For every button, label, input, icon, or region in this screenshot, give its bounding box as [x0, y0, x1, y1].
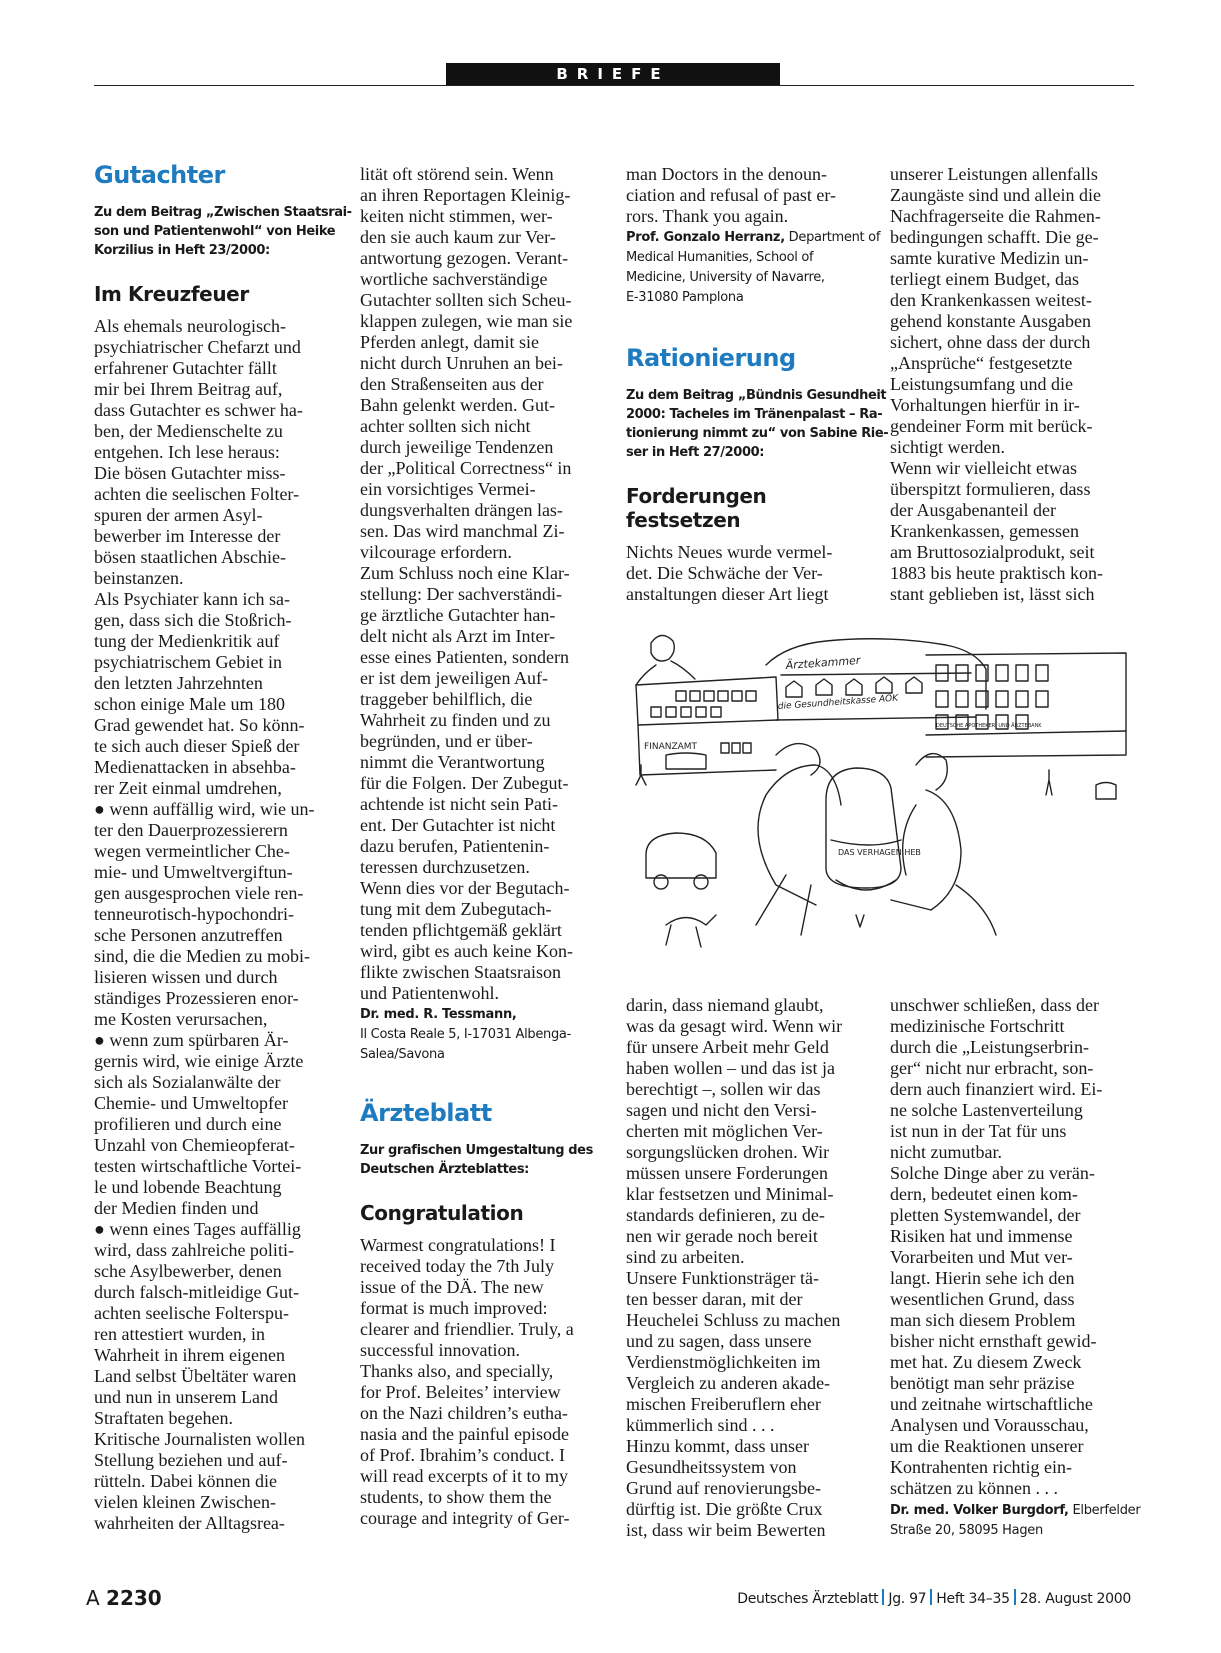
- intro-line: son und Patientenwohl“ von Heike: [94, 224, 336, 239]
- journal-issue: Heft 34–35: [936, 1591, 1010, 1607]
- letter-body: [626, 542, 876, 605]
- letter-title: Im Kreuzfeuer: [94, 282, 249, 306]
- section-heading-aerzteblatt: Ärzteblatt: [360, 1099, 492, 1127]
- text-line: for Prof. Beleites’ interview: [360, 1382, 561, 1402]
- text-line: müssen unsere Forderungen: [626, 1163, 828, 1183]
- text-line: sichtigt werden.: [890, 437, 1005, 457]
- text-line: unschwer schließen, dass der: [890, 995, 1099, 1015]
- text-line: Gesundheitssystem von: [626, 1457, 797, 1477]
- intro-line: Korzilius in Heft 23/2000:: [94, 243, 270, 258]
- signature-address-line: Straße 20, 58095 Hagen: [890, 1523, 1043, 1538]
- text-line: wesentlichen Grund, dass: [890, 1289, 1075, 1309]
- text-line: Kontrahenten richtig ein-: [890, 1457, 1072, 1477]
- text-line: wird, dass zahlreiche politi-: [94, 1240, 294, 1260]
- text-line: nasia and the painful episode: [360, 1424, 569, 1444]
- text-line: sichert, ohne dass der durch: [890, 332, 1091, 352]
- text-line: medizinische Fortschritt: [890, 1016, 1065, 1036]
- text-line: Unsere Funktionsträger tä-: [626, 1268, 819, 1288]
- intro-line: 2000: Tacheles im Tränenpalast – Ra-: [626, 407, 883, 422]
- text-line: nicht durch Unruhen an bei-: [360, 353, 563, 373]
- text-line: rütteln. Dabei können die: [94, 1471, 277, 1491]
- text-line: was da gesagt wird. Wenn wir: [626, 1016, 843, 1036]
- text-line: Medienattacken in absehba-: [94, 757, 296, 777]
- text-line: anstaltungen dieser Art liegt: [626, 584, 829, 604]
- column-4: [890, 164, 1140, 605]
- intro-line: Zu dem Beitrag „Bündnis Gesundheit: [626, 388, 887, 403]
- text-line: durch jeweilige Tendenzen: [360, 437, 554, 457]
- text-line: Solche Dinge aber zu verän-: [890, 1163, 1095, 1183]
- illustration-label: Ärztekammer: [785, 653, 861, 672]
- text-line: wahrheiten der Alltagsrea-: [94, 1513, 285, 1533]
- text-line: Grund auf renovierungsbe-: [626, 1478, 821, 1498]
- text-line: lisieren wissen und durch: [94, 967, 278, 987]
- letter-body-continued: [890, 995, 1140, 1499]
- text-line: Stellung beziehen und auf-: [94, 1450, 288, 1470]
- text-line: gen ausgesprochen viele ren-: [94, 883, 304, 903]
- text-line: ● wenn eines Tages auffällig: [94, 1219, 301, 1239]
- letter-signature: Dr. med. Volker Burgdorf, Elberfelder Straße 20, 58095 Hagen: [890, 1501, 1140, 1541]
- text-line: dern auch finanziert wird. Ei-: [890, 1079, 1103, 1099]
- text-line: testen wirtschaftliche Vortei-: [94, 1156, 302, 1176]
- text-line: und zu sagen, dass unsere: [626, 1331, 812, 1351]
- text-line: Gutachter sollten sich Scheu-: [360, 290, 572, 310]
- text-line: nicht zumutbar.: [890, 1142, 1002, 1162]
- text-line: det. Die Schwäche der Ver-: [626, 563, 823, 583]
- footer-separator: [882, 1589, 884, 1605]
- text-line: klappen zulegen, wie man sie: [360, 311, 573, 331]
- journal-name: Deutsches Ärzteblatt: [737, 1591, 879, 1607]
- illustration-label: die Gesundheitskasse AOK: [777, 693, 899, 712]
- text-line: tenneurotisch-hypochondri-: [94, 904, 294, 924]
- text-line: ist nun in der Tat für uns: [890, 1121, 1067, 1141]
- text-line: sich als Sozialanwälte der: [94, 1072, 281, 1092]
- text-line: Heuchelei Schluss zu machen: [626, 1310, 841, 1330]
- text-line: sagen und nicht den Versi-: [626, 1100, 817, 1120]
- illustration-label: FINANZAMT: [644, 742, 698, 752]
- text-line: nimmt die Verantwortung: [360, 752, 545, 772]
- text-line: Zum Schluss noch eine Klar-: [360, 563, 570, 583]
- text-line: gendeiner Form mit berück-: [890, 416, 1093, 436]
- text-line: Wenn dies vor der Begutach-: [360, 878, 570, 898]
- text-line: Nichts Neues wurde vermel-: [626, 542, 833, 562]
- text-line: met hat. Zu diesem Zweck: [890, 1352, 1082, 1372]
- text-line: flikte zwischen Staatsraison: [360, 962, 561, 982]
- column-1: [94, 161, 352, 1534]
- text-line: Wahrheit zu finden und zu: [360, 710, 551, 730]
- signature-name: Dr. med. Volker Burgdorf,: [890, 1503, 1069, 1518]
- text-line: Krankenkassen, gemessen: [890, 521, 1079, 541]
- text-line: ständiges Prozessieren enor-: [94, 988, 299, 1008]
- text-line: langt. Hierin sehe ich den: [890, 1268, 1075, 1288]
- text-line: issue of the DÄ. The new: [360, 1277, 544, 1297]
- article-intro: [626, 386, 889, 462]
- text-line: den sie auch kaum zur Ver-: [360, 227, 556, 247]
- text-line: traggeber behilflich, die: [360, 689, 533, 709]
- article-intro: [360, 1141, 605, 1179]
- intro-line: tionierung nimmt zu“ von Sabine Rie-: [626, 426, 889, 441]
- text-line: spuren der armen Asyl-: [94, 505, 263, 525]
- text-line: bedingungen schafft. Die ge-: [890, 227, 1099, 247]
- text-line: stant geblieben ist, lässt sich: [890, 584, 1095, 604]
- text-line: standards definieren, zu de-: [626, 1205, 825, 1225]
- text-line: ren attestiert wurden, in: [94, 1324, 265, 1344]
- signature-name: Dr. med. R. Tessmann,: [360, 1007, 517, 1022]
- text-line: ten besser daran, mit der: [626, 1289, 803, 1309]
- journal-volume: Jg. 97: [888, 1591, 927, 1607]
- text-line: für die Folgen. Der Zubegut-: [360, 773, 569, 793]
- text-line: gernis wird, wie einige Ärzte: [94, 1051, 304, 1071]
- text-line: beinstanzen.: [94, 568, 184, 588]
- text-line: Unzahl von Chemieopferat-: [94, 1135, 295, 1155]
- text-line: Leistungsumfang und die: [890, 374, 1073, 394]
- text-line: sche Asylbewerber, denen: [94, 1261, 282, 1281]
- letter-body-continued: [626, 995, 876, 1541]
- text-line: format is much improved:: [360, 1298, 548, 1318]
- text-line: durch falsch-mitleidige Gut-: [94, 1282, 299, 1302]
- text-line: Bahn gelenkt werden. Gut-: [360, 395, 555, 415]
- text-line: Vorarbeiten und Mut ver-: [890, 1247, 1073, 1267]
- signature-address-line: Il Costa Reale 5, I-17031 Albenga-: [360, 1027, 571, 1042]
- text-line: ben, der Medienschelte zu: [94, 421, 283, 441]
- text-line: gen, dass sich die Stoßrich-: [94, 610, 292, 630]
- section-heading-rationierung: Rationierung: [626, 344, 796, 372]
- text-line: durch die „Leistungserbrin-: [890, 1037, 1089, 1057]
- text-line: dungsverhalten drängen las-: [360, 500, 563, 520]
- text-line: of Prof. Ibrahim’s conduct. I: [360, 1445, 565, 1465]
- text-line: ent. Der Gutachter ist nicht: [360, 815, 556, 835]
- text-line: Zaungäste sind und allein die: [890, 185, 1101, 205]
- text-line: achter sollten sich nicht: [360, 416, 531, 436]
- text-line: begründen, und er über-: [360, 731, 533, 751]
- signature-address-line: E-31080 Pamplona: [626, 290, 744, 305]
- text-line: ciation and refusal of past er-: [626, 185, 837, 205]
- text-line: received today the 7th July: [360, 1256, 554, 1276]
- text-line: er ist dem jeweiligen Auf-: [360, 668, 548, 688]
- text-line: bisher nicht ernsthaft gewid-: [890, 1331, 1097, 1351]
- text-line: und Patientenwohl.: [360, 983, 499, 1003]
- text-line: Analysen und Vorausschau,: [890, 1415, 1089, 1435]
- text-line: ge ärztliche Gutachter han-: [360, 605, 556, 625]
- text-line: für unsere Arbeit mehr Geld: [626, 1037, 829, 1057]
- text-line: Warmest congratulations! I: [360, 1235, 556, 1255]
- letter-signature: Prof. Gonzalo Herranz, Department of Medical Humanities, School of Medicine, University of Navarre, E-31080 Pamplona: [626, 228, 876, 308]
- text-line: schätzen zu können . . .: [890, 1478, 1058, 1498]
- intro-line: Deutschen Ärzteblattes:: [360, 1162, 529, 1177]
- text-line: lität oft störend sein. Wenn: [360, 164, 554, 184]
- journal-footer: [737, 1589, 1131, 1607]
- article-intro: [94, 203, 352, 260]
- text-line: haben wollen – und das ist ja: [626, 1058, 835, 1078]
- text-line: kümmerlich sind . . .: [626, 1415, 775, 1435]
- text-line: tung der Medienkritik auf: [94, 631, 280, 651]
- text-line: darin, dass niemand glaubt,: [626, 995, 824, 1015]
- text-line: will read excerpts of it to my: [360, 1466, 568, 1486]
- text-line: mischen Freiberuflern eher: [626, 1394, 821, 1414]
- letter-title: Congratulation: [360, 1201, 524, 1225]
- text-line: entgehen. Ich lese heraus:: [94, 442, 280, 462]
- text-line: den letzten Jahrzehnten: [94, 673, 263, 693]
- text-line: Grad gewendet hat. So könn-: [94, 715, 305, 735]
- text-line: rors. Thank you again.: [626, 206, 789, 226]
- text-line: wird, gibt es auch keine Kon-: [360, 941, 573, 961]
- page-number: A 2230: [86, 1586, 162, 1610]
- intro-line: Zur grafischen Umgestaltung des: [360, 1143, 593, 1158]
- text-line: mie- und Umweltvergiftun-: [94, 862, 293, 882]
- text-line: wegen vermeintlicher Che-: [94, 841, 290, 861]
- text-line: rer Zeit einmal umdrehen,: [94, 778, 282, 798]
- text-line: ● wenn auffällig wird, wie un-: [94, 799, 315, 819]
- intro-line: Zu dem Beitrag „Zwischen Staatsrai-: [94, 205, 352, 220]
- column-3: [626, 164, 889, 605]
- text-line: sen. Das wird manchmal Zi-: [360, 521, 565, 541]
- text-line: ● wenn zum spürbaren Är-: [94, 1030, 289, 1050]
- signature-name: Prof. Gonzalo Herranz,: [626, 230, 785, 245]
- text-line: Wahrheit in ihrem eigenen: [94, 1345, 285, 1365]
- footer-separator: [930, 1589, 932, 1605]
- column-3-continued: [626, 995, 876, 1541]
- text-line: samte kurative Medizin un-: [890, 248, 1089, 268]
- text-line: psychiatrischer Chefarzt und: [94, 337, 301, 357]
- text-line: achten seelische Folterspu-: [94, 1303, 289, 1323]
- text-line: „Ansprüche“ festgesetzte: [890, 353, 1073, 373]
- column-4-continued: [890, 995, 1140, 1541]
- text-line: Land selbst Übeltäter waren: [94, 1366, 297, 1386]
- illustration-label: DAS VERHAGEN HEB: [838, 848, 921, 857]
- section-label: BRIEFE: [446, 63, 780, 85]
- text-line: vilcourage erfordern.: [360, 542, 512, 562]
- text-line: sind zu arbeiten.: [626, 1247, 745, 1267]
- section-heading-gutachter: Gutachter: [94, 161, 225, 189]
- text-line: achten die seelischen Folter-: [94, 484, 300, 504]
- text-line: Straftaten begehen.: [94, 1408, 233, 1428]
- text-line: an ihren Reportagen Kleinig-: [360, 185, 571, 205]
- text-line: courage and integrity of Ger-: [360, 1508, 570, 1528]
- text-line: delt nicht als Arzt im Inter-: [360, 626, 556, 646]
- text-line: students, to show them the: [360, 1487, 552, 1507]
- text-line: klar festsetzen und Minimal-: [626, 1184, 834, 1204]
- text-line: me Kosten verursachen,: [94, 1009, 268, 1029]
- letter-body-continued: [360, 164, 605, 1004]
- text-line: schon einige Male um 180: [94, 694, 285, 714]
- text-line: gehend konstante Ausgaben: [890, 311, 1091, 331]
- text-line: ter den Dauerprozessierern: [94, 820, 288, 840]
- text-line: und nun in unserem Land: [94, 1387, 278, 1407]
- text-line: erfahrener Gutachter fällt: [94, 358, 277, 378]
- text-line: tenden pflichtgemäß geklärt: [360, 920, 562, 940]
- intro-line: ser in Heft 27/2000:: [626, 445, 765, 460]
- letter-body: [94, 316, 339, 1534]
- text-line: profilieren und durch eine: [94, 1114, 282, 1134]
- letter-body: [360, 1235, 605, 1529]
- text-line: on the Nazi children’s eutha-: [360, 1403, 568, 1423]
- text-line: Vorhaltungen hierfür in ir-: [890, 395, 1080, 415]
- text-line: sind, die die Medien zu mobi-: [94, 946, 310, 966]
- text-line: überspitzt formulieren, dass: [890, 479, 1091, 499]
- text-line: Hinzu kommt, dass unser: [626, 1436, 809, 1456]
- text-line: unserer Leistungen allenfalls: [890, 164, 1098, 184]
- illustration-label: DEUTSCHE APOTHEKER- UND ÄRZTEBANK: [936, 723, 1042, 729]
- text-line: bewerber im Interesse der: [94, 526, 281, 546]
- text-line: und zeitnahe wirtschaftliche: [890, 1394, 1093, 1414]
- text-line: am Bruttosozialprodukt, seit: [890, 542, 1095, 562]
- letter-body-continued: [626, 164, 876, 227]
- text-line: te sich auch dieser Spieß der: [94, 736, 300, 756]
- text-line: le und lobende Beachtung: [94, 1177, 282, 1197]
- text-line: psychiatrischem Gebiet in: [94, 652, 282, 672]
- text-line: nen wir gerade noch bereit: [626, 1226, 818, 1246]
- text-line: ne solche Lastenverteilung: [890, 1100, 1083, 1120]
- text-line: cherten mit möglichen Ver-: [626, 1121, 823, 1141]
- text-line: Chemie- und Umweltopfer: [94, 1093, 288, 1113]
- text-line: Vergleich zu anderen akade-: [626, 1373, 831, 1393]
- text-line: esse eines Patienten, sondern: [360, 647, 569, 667]
- text-line: sorgungslücken drohen. Wir: [626, 1142, 830, 1162]
- letter-signature: [360, 1005, 605, 1065]
- text-line: wortliche sachverständige: [360, 269, 548, 289]
- signature-address-line: Medical Humanities, School of: [626, 250, 814, 265]
- text-line: ein vorsichtiges Vermei-: [360, 479, 536, 499]
- text-line: stellung: Der sachverständi-: [360, 584, 562, 604]
- text-line: teressen durchzusetzen.: [360, 857, 530, 877]
- text-line: man sich diesem Problem: [890, 1310, 1076, 1330]
- column-2: [360, 164, 605, 1529]
- text-line: achtende ist nicht sein Pati-: [360, 794, 558, 814]
- signature-address-line: Medicine, University of Navarre,: [626, 270, 825, 285]
- text-line: terliegt einem Budget, das: [890, 269, 1079, 289]
- text-line: ist, dass wir beim Bewerten: [626, 1520, 826, 1540]
- text-line: mir bei Ihrem Beitrag auf,: [94, 379, 283, 399]
- text-line: dürftig ist. Die größte Crux: [626, 1499, 823, 1519]
- text-line: keiten nicht stimmen, wer-: [360, 206, 553, 226]
- text-line: bösen staatlichen Abschie-: [94, 547, 286, 567]
- text-line: sche Personen anzutreffen: [94, 925, 283, 945]
- text-line: vielen kleinen Zwischen-: [94, 1492, 276, 1512]
- text-line: den Straßenseiten aus der: [360, 374, 544, 394]
- text-line: Risiken hat und immense: [890, 1226, 1073, 1246]
- cartoon-illustration: [626, 625, 1134, 970]
- text-line: Als ehemals neurologisch-: [94, 316, 286, 336]
- text-line: tung mit dem Zubegutach-: [360, 899, 552, 919]
- text-line: 1883 bis heute praktisch kon-: [890, 563, 1103, 583]
- journal-date: 28. August 2000: [1019, 1591, 1131, 1607]
- signature-address-line: Salea/Savona: [360, 1047, 445, 1062]
- letter-body-continued: [890, 164, 1140, 605]
- text-line: der „Political Correctness“ in: [360, 458, 572, 478]
- letter-title: Forderungen festsetzen: [626, 484, 767, 532]
- text-line: pletten Systemwandel, der: [890, 1205, 1081, 1225]
- text-line: Pferden anlegt, damit sie: [360, 332, 539, 352]
- text-line: berechtigt –, sollen wir das: [626, 1079, 821, 1099]
- text-line: um die Reaktionen unserer: [890, 1436, 1084, 1456]
- text-line: dass Gutachter es schwer ha-: [94, 400, 303, 420]
- header-rule: [94, 85, 1134, 86]
- text-line: clearer and friendlier. Truly, a: [360, 1319, 574, 1339]
- text-line: benötigt man sehr präzise: [890, 1373, 1075, 1393]
- text-line: Nachfragerseite die Rahmen-: [890, 206, 1101, 226]
- text-line: dern, bedeutet einen kom-: [890, 1184, 1078, 1204]
- text-line: dazu berufen, Patientenin-: [360, 836, 550, 856]
- text-line: man Doctors in the denoun-: [626, 164, 827, 184]
- text-line: Thanks also, and specially,: [360, 1361, 554, 1381]
- text-line: Kritische Journalisten wollen: [94, 1429, 305, 1449]
- text-line: Wenn wir vielleicht etwas: [890, 458, 1077, 478]
- text-line: den Krankenkassen weitest-: [890, 290, 1092, 310]
- text-line: Die bösen Gutachter miss-: [94, 463, 286, 483]
- text-line: der Ausgabenanteil der: [890, 500, 1056, 520]
- text-line: der Medien finden und: [94, 1198, 259, 1218]
- footer-separator: [1014, 1589, 1016, 1605]
- text-line: Als Psychiater kann ich sa-: [94, 589, 290, 609]
- text-line: Verdienstmöglichkeiten im: [626, 1352, 821, 1372]
- text-line: successful innovation.: [360, 1340, 520, 1360]
- text-line: ger“ nicht nur erbracht, son-: [890, 1058, 1094, 1078]
- text-line: antwortung gezogen. Verant-: [360, 248, 569, 268]
